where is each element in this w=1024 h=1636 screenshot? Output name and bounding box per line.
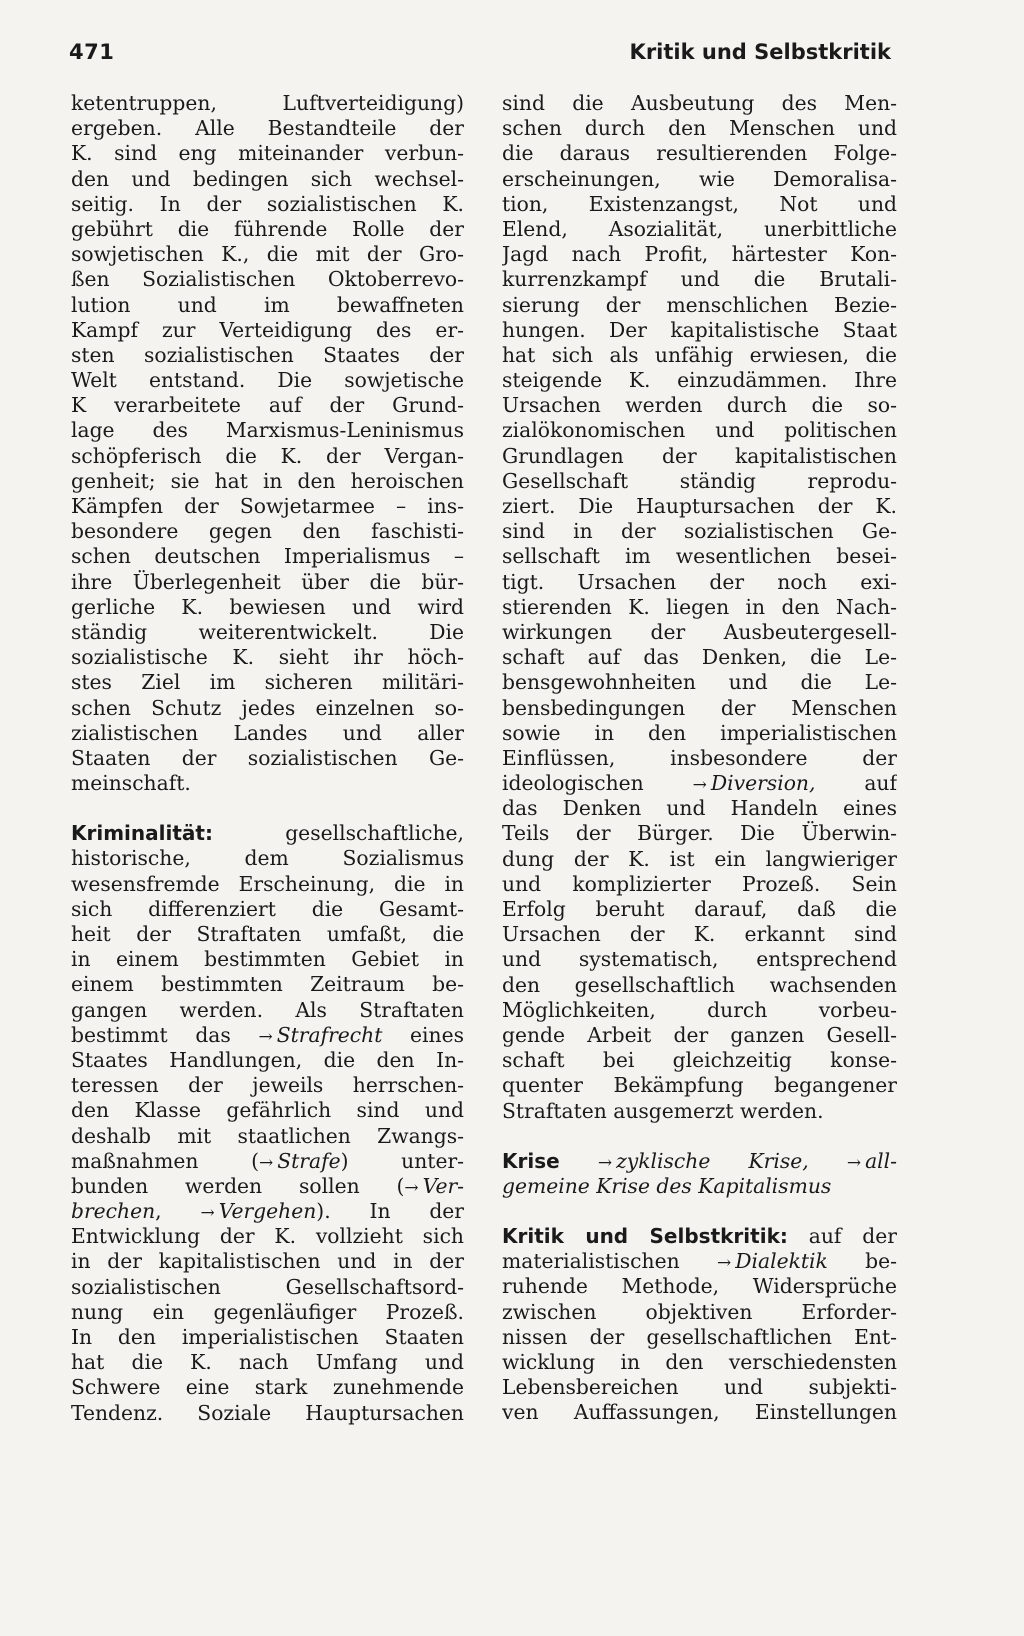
arrow-right-icon: → bbox=[597, 1152, 613, 1173]
arrow-right-icon: → bbox=[692, 775, 707, 796]
entry-kriminalitaet bbox=[71, 821, 464, 1426]
text-fragment: gesellschaftliche, bbox=[285, 821, 464, 846]
text-fragment: auf der bbox=[808, 1224, 897, 1249]
text-line: wesensfremde Erscheinung, die in bbox=[71, 871, 464, 896]
running-title: Kritik und Selbstkritik bbox=[629, 40, 891, 64]
text-line: ven Auffassungen, Einstellungen bbox=[502, 1400, 897, 1425]
text-line: schen durch den Menschen und bbox=[502, 116, 897, 141]
text-line: wicklung in den verschiedensten bbox=[502, 1350, 897, 1374]
cross-reference-term: brechen bbox=[71, 1199, 156, 1224]
entry-gap bbox=[502, 1124, 897, 1149]
cross-reference-term: zyklische Krise, bbox=[616, 1148, 809, 1173]
text-fragment: bestimmt das bbox=[71, 1022, 231, 1047]
line-group bbox=[71, 1224, 464, 1426]
text-line: Kämpfen der Sowjetarmee – ins- bbox=[71, 494, 464, 518]
text-line: schen Schutz jedes einzelnen so- bbox=[71, 695, 464, 720]
text-line: ruhende Methode, Widersprüche bbox=[502, 1274, 897, 1299]
text-line: tion, Existenzangst, Not und bbox=[502, 191, 897, 216]
cross-reference-term: Ver- bbox=[422, 1173, 464, 1198]
text-line bbox=[502, 1224, 897, 1249]
text-line: sozialistischen Gesellschaftsord- bbox=[71, 1274, 464, 1299]
text-line: zialökonomischen und politischen bbox=[502, 418, 897, 443]
text-line: sowie in den imperialistischen bbox=[502, 720, 897, 745]
line-group bbox=[502, 796, 897, 1098]
headword: Kriminalität: bbox=[71, 821, 213, 846]
line-group bbox=[71, 1048, 464, 1149]
line-group bbox=[71, 846, 464, 1022]
text-line: Gesellschaft ständig reprodu- bbox=[502, 468, 897, 493]
text-line: sozialistische K. sieht ihr höch- bbox=[71, 645, 464, 670]
text-line: Jagd nach Profit, härtester Kon- bbox=[502, 242, 897, 267]
text-line: bensbedingungen der Menschen bbox=[502, 695, 897, 720]
cross-reference-term: Dialektik bbox=[735, 1249, 828, 1274]
cross-reference[interactable] bbox=[200, 1199, 316, 1223]
text-line: ihre Überlegenheit über die bür- bbox=[71, 569, 464, 594]
text-line: Ursachen der K. erkannt sind bbox=[502, 922, 897, 947]
text-fragment: materialistischen bbox=[502, 1249, 680, 1274]
text-line: lage des Marxismus-Leninismus bbox=[71, 418, 464, 443]
text-line: hat die K. nach Umfang und bbox=[71, 1350, 464, 1375]
cross-reference[interactable] bbox=[598, 1149, 809, 1173]
text-fragment: auf bbox=[864, 771, 897, 796]
text-line: seitig. In der sozialistischen K. bbox=[71, 191, 464, 216]
text-line: gebührt die führende Rolle der bbox=[71, 216, 464, 241]
text-line: ergeben. Alle Bestandteile der bbox=[71, 116, 464, 141]
entry-continuation bbox=[71, 91, 464, 771]
text-line: zwischen objektiven Erforder- bbox=[502, 1299, 897, 1324]
text-line: und komplizierter Prozeß. Sein bbox=[502, 871, 897, 896]
text-line bbox=[71, 1199, 464, 1224]
text-line: die daraus resultierenden Folge- bbox=[502, 141, 897, 166]
right-column bbox=[502, 91, 897, 1426]
text-line bbox=[71, 1174, 464, 1199]
cross-reference[interactable] bbox=[717, 1249, 828, 1273]
arrow-right-icon: → bbox=[717, 1253, 732, 1274]
text-fragment: eines bbox=[410, 1022, 464, 1047]
text-fragment: ideologischen bbox=[502, 771, 644, 796]
text-line: sich differenziert die Gesamt- bbox=[71, 896, 464, 921]
text-line: stes Ziel im sicheren militäri- bbox=[71, 670, 464, 695]
text-line: ständig weiterentwickelt. Die bbox=[71, 619, 464, 644]
text-line: K verarbeitete auf der Grund- bbox=[71, 393, 464, 418]
text-line: Schwere eine stark zunehmende bbox=[71, 1375, 464, 1400]
text-line: hat sich als unfähig erwiesen, die bbox=[502, 342, 897, 367]
arrow-right-icon: → bbox=[258, 1152, 274, 1173]
cross-reference[interactable] bbox=[259, 1149, 341, 1173]
text-line: sierung der menschlichen Bezie- bbox=[502, 292, 897, 317]
text-line: quenter Bekämpfung begangener bbox=[502, 1073, 897, 1098]
text-fragment: ) unter- bbox=[340, 1148, 464, 1173]
text-line: schaft auf das Denken, die Le- bbox=[502, 645, 897, 670]
left-column bbox=[71, 91, 464, 1426]
page-number: 471 bbox=[69, 40, 115, 64]
cross-reference[interactable] bbox=[259, 1023, 383, 1047]
text-line: Staates Handlungen, die den In- bbox=[71, 1047, 464, 1072]
text-line: bensgewohnheiten und die Le- bbox=[502, 670, 897, 695]
text-fragment: bunden werden sollen ( bbox=[71, 1173, 405, 1198]
text-line: tigt. Ursachen der noch exi- bbox=[502, 569, 897, 594]
text-line: gerliche K. bewiesen und wird bbox=[71, 594, 464, 619]
text-line: Möglichkeiten, durch vorbeu- bbox=[502, 997, 897, 1022]
text-line: Straftaten ausgemerzt werden. bbox=[502, 1098, 824, 1123]
text-line: genheit; sie hat in den heroischen bbox=[71, 468, 464, 493]
cross-reference[interactable] bbox=[404, 1174, 464, 1198]
text-line: Erfolg beruht darauf, daß die bbox=[502, 897, 897, 921]
text-line: Staaten der sozialistischen Ge- bbox=[71, 745, 464, 770]
text-line: in einem bestimmten Gebiet in bbox=[71, 947, 464, 972]
text-line: gangen werden. Als Straftaten bbox=[71, 997, 464, 1022]
text-line: Lebensbereichen und subjekti- bbox=[502, 1375, 897, 1400]
entry-kritik-und-selbstkritik bbox=[502, 1224, 897, 1426]
text-line: stierenden K. liegen in den Nach- bbox=[502, 594, 897, 619]
text-line: schöpferisch die K. der Vergan- bbox=[71, 443, 464, 468]
cross-reference-term: Vergehen bbox=[218, 1199, 317, 1224]
text-line: heit der Straftaten umfaßt, die bbox=[71, 922, 464, 946]
text-line: nissen der gesellschaftlichen Ent- bbox=[502, 1324, 897, 1349]
text-line bbox=[71, 1023, 464, 1048]
text-line: ßen Sozialistischen Oktoberrevo- bbox=[71, 267, 464, 292]
text-line: einem bestimmten Zeitraum be- bbox=[71, 972, 464, 997]
text-line bbox=[71, 821, 464, 846]
arrow-right-icon: → bbox=[404, 1177, 419, 1198]
text-line: und systematisch, entsprechend bbox=[502, 947, 897, 972]
text-line: wirkungen der Ausbeutergesell- bbox=[502, 619, 897, 644]
text-line: kurrenzkampf und die Brutali- bbox=[502, 267, 897, 292]
text-line: Elend, Asozialität, unerbittliche bbox=[502, 216, 897, 241]
text-line bbox=[71, 1149, 464, 1174]
text-line: zialistischen Landes und aller bbox=[71, 720, 464, 745]
text-line: schen deutschen Imperialismus – bbox=[71, 544, 464, 569]
text-line: schaft bei gleichzeitig konse- bbox=[502, 1048, 897, 1073]
text-line: deshalb mit staatlichen Zwangs- bbox=[71, 1123, 464, 1148]
text-line: ziert. Die Hauptursachen der K. bbox=[502, 494, 897, 518]
text-line: Kampf zur Verteidigung des er- bbox=[71, 317, 464, 342]
text-line: sten sozialistischen Staates der bbox=[71, 342, 464, 367]
text-line: besondere gegen den faschisti- bbox=[71, 519, 464, 544]
text-line: nung ein gegenläufiger Prozeß. bbox=[71, 1299, 464, 1324]
text-line: meinschaft. bbox=[71, 771, 191, 796]
text-line: K. sind eng miteinander verbun- bbox=[71, 141, 464, 166]
text-line: Teils der Bürger. Die Überwin- bbox=[502, 821, 897, 846]
text-line: sind die Ausbeutung des Men- bbox=[502, 91, 897, 115]
cross-reference-term: Diversion, bbox=[710, 771, 816, 796]
text-line: Tendenz. Soziale Hauptursachen bbox=[71, 1400, 464, 1425]
entry-krise bbox=[502, 1149, 897, 1199]
text-line: sellschaft im wesentlichen besei- bbox=[502, 544, 897, 569]
entry-gap bbox=[71, 796, 464, 821]
arrow-right-icon: → bbox=[258, 1026, 273, 1047]
text-line: lution und im bewaffneten bbox=[71, 292, 464, 317]
text-line: sowjetischen K., die mit der Gro- bbox=[71, 242, 464, 267]
cross-reference-term: all- bbox=[865, 1148, 897, 1173]
arrow-right-icon: → bbox=[200, 1203, 215, 1224]
text-line: in der kapitalistischen und in der bbox=[71, 1249, 464, 1274]
text-line: Ursachen werden durch die so- bbox=[502, 393, 897, 418]
cross-reference[interactable] bbox=[847, 1149, 897, 1173]
text-line: Welt entstand. Die sowjetische bbox=[71, 368, 464, 393]
arrow-right-icon: → bbox=[846, 1152, 862, 1173]
line-group bbox=[502, 1274, 897, 1425]
text-line: steigende K. einzudämmen. Ihre bbox=[502, 368, 897, 393]
text-line: In den imperialistischen Staaten bbox=[71, 1325, 464, 1349]
text-fragment: , bbox=[155, 1199, 162, 1224]
headword: Kritik und Selbstkritik: bbox=[502, 1224, 788, 1249]
cross-reference-term: Strafrecht bbox=[276, 1022, 383, 1047]
text-line: dung der K. ist ein langwieriger bbox=[502, 846, 897, 871]
entry-gap bbox=[502, 1199, 897, 1224]
text-line: Grundlagen der kapitalistischen bbox=[502, 443, 897, 468]
line-group bbox=[502, 91, 897, 771]
text-fragment: ). In der bbox=[316, 1199, 464, 1224]
text-line: ketentruppen, Luftverteidigung) bbox=[71, 91, 464, 115]
text-fragment: maßnahmen ( bbox=[71, 1148, 259, 1173]
text-line: sind in der sozialistischen Ge- bbox=[502, 519, 897, 544]
text-line: gemeine Krise des Kapitalismus bbox=[502, 1173, 832, 1198]
text-line bbox=[502, 1149, 897, 1174]
cross-reference[interactable] bbox=[693, 771, 816, 795]
text-fragment: be- bbox=[865, 1249, 897, 1274]
text-line: das Denken und Handeln eines bbox=[502, 796, 897, 821]
text-line: hungen. Der kapitalistische Staat bbox=[502, 317, 897, 342]
text-line: den gesellschaftlich wachsenden bbox=[502, 972, 897, 997]
headword: Krise bbox=[502, 1148, 560, 1173]
text-line: historische, dem Sozialismus bbox=[71, 846, 464, 871]
text-line: erscheinungen, wie Demoralisa- bbox=[502, 166, 897, 191]
text-line: teressen der jeweils herrschen- bbox=[71, 1073, 464, 1098]
text-line bbox=[502, 1249, 897, 1274]
text-line: den Klasse gefährlich sind und bbox=[71, 1098, 464, 1123]
text-line bbox=[502, 771, 897, 796]
text-line: gende Arbeit der ganzen Gesell- bbox=[502, 1022, 897, 1047]
text-line: Entwicklung der K. vollzieht sich bbox=[71, 1224, 464, 1249]
text-line: den und bedingen sich wechsel- bbox=[71, 166, 464, 191]
text-line: Einflüssen, insbesondere der bbox=[502, 745, 897, 770]
cross-reference-term: Strafe bbox=[277, 1148, 341, 1173]
